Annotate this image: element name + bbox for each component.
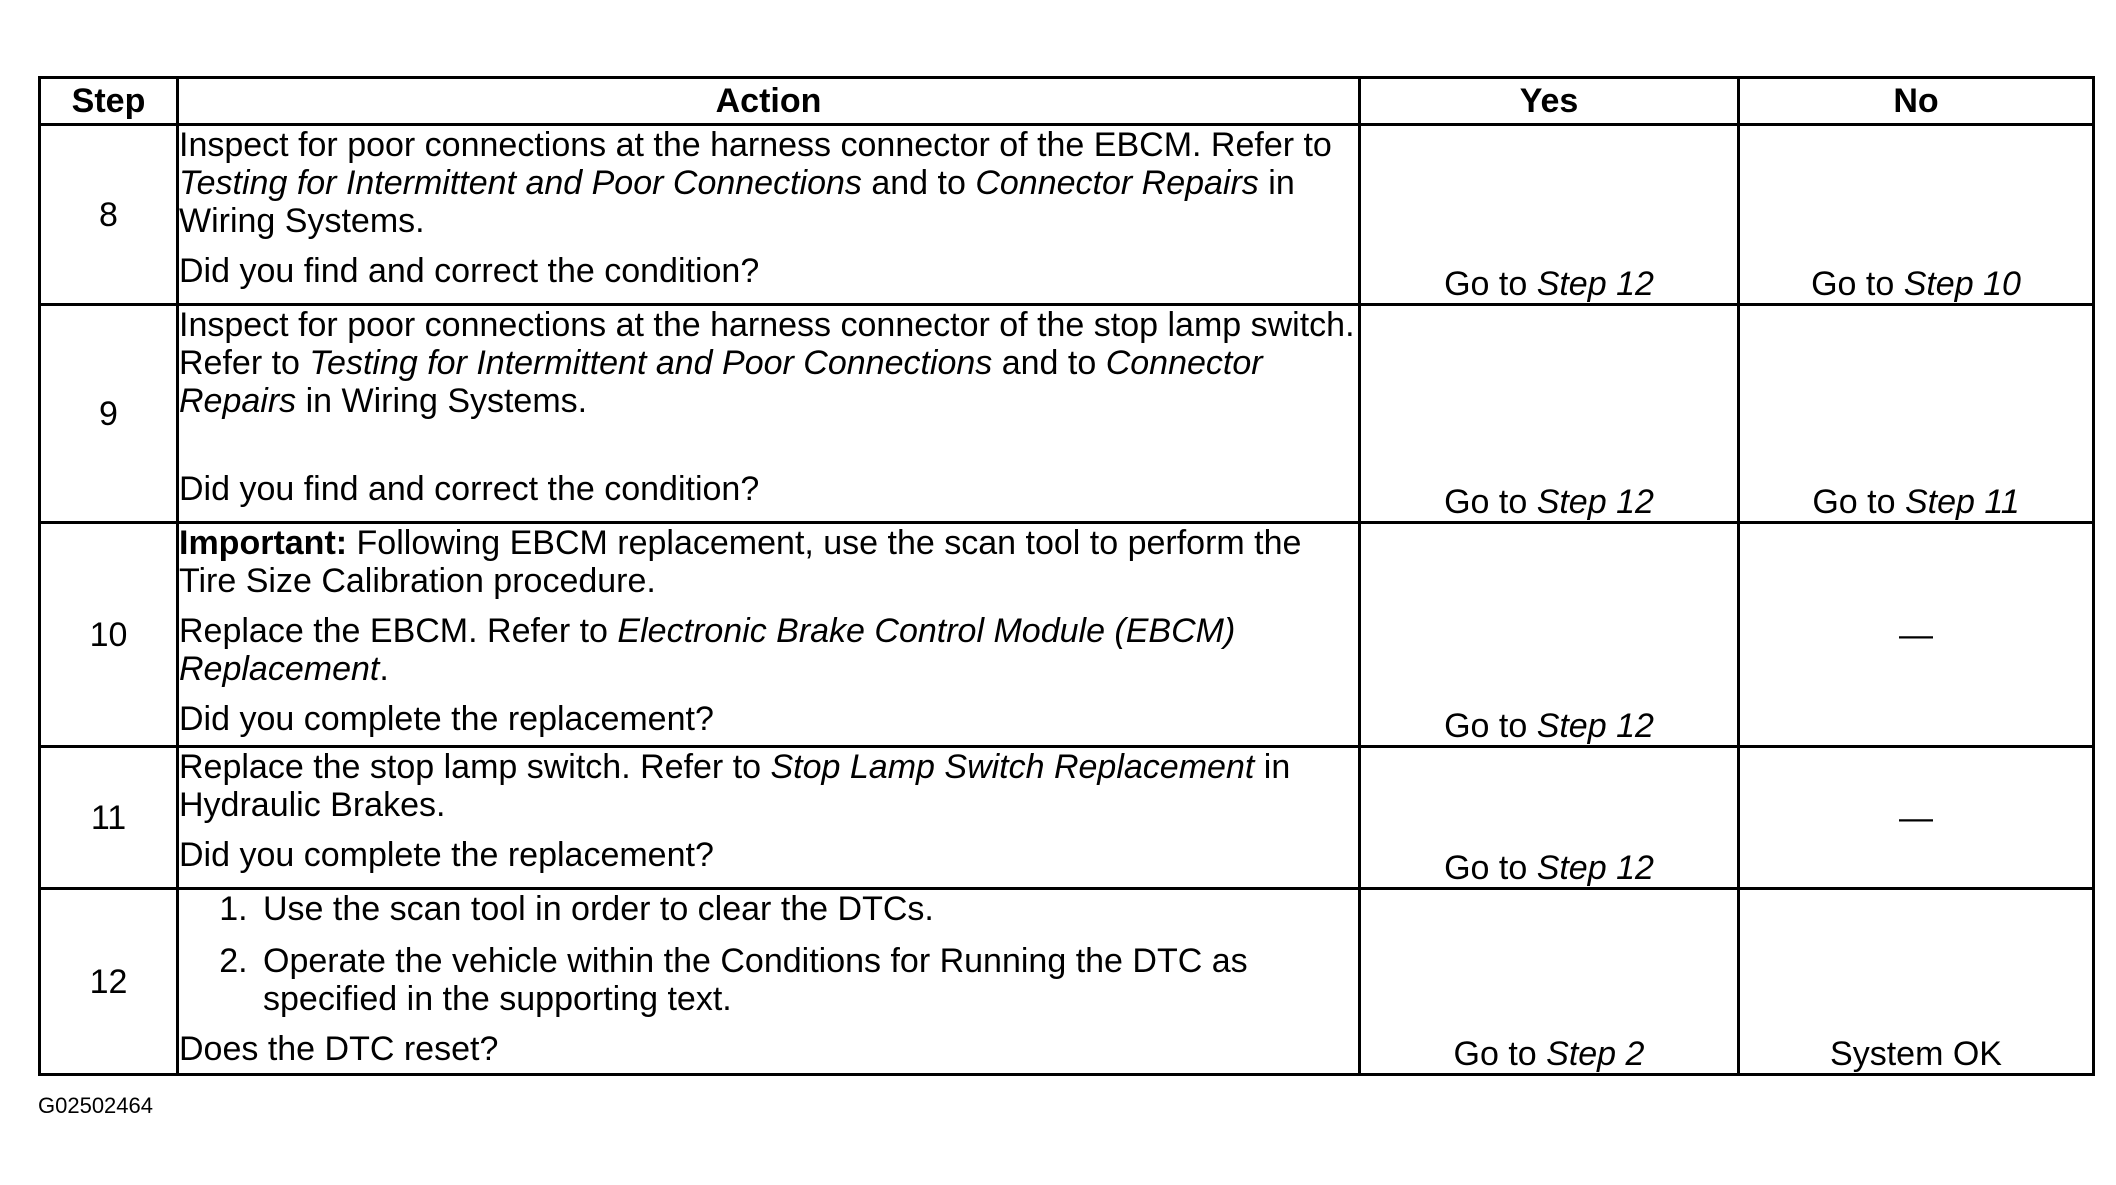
list-item: 1. Use the scan tool in order to clear the DTCs. [257,890,1358,928]
important-note: Important: Following EBCM replacement, use the scan tool to perform the Tire Size Calibration procedure. [179,524,1302,600]
yes-cell: Go to Step 12 [1360,523,1739,747]
step-number: 9 [40,305,178,523]
action-cell [178,889,1360,1075]
header-no: No [1739,78,2094,125]
action-question: Did you complete the replacement? [179,836,714,874]
figure-id: G02502464 [38,1093,153,1118]
step-reference: Step 11 [1904,483,2020,521]
step-reference: Step 12 [1536,483,1654,521]
step-reference: Step 2 [1546,1035,1645,1073]
doc-reference: Connector Repairs [179,344,1263,420]
action-cell [178,523,1360,747]
table-row [40,747,2094,889]
action-question: Did you find and correct the condition? [179,252,760,290]
doc-reference: Stop Lamp Switch Replacement [770,748,1255,786]
step-reference: Step 12 [1536,265,1654,303]
step-reference: Step 12 [1536,849,1654,887]
action-text: Replace the stop lamp switch. Refer to Stop Lamp Switch Replacement in Hydraulic Brakes. [179,748,1291,824]
action-text: Replace the EBCM. Refer to Electronic Brake Control Module (EBCM) Replacement. [179,612,1236,688]
yes-cell: Go to Step 12 [1360,305,1739,523]
no-cell: Go to Step 11 [1739,305,2094,523]
no-cell: — [1739,523,2094,747]
doc-reference: Connector Repairs [975,164,1259,202]
table-row [40,523,2094,747]
no-cell: Go to Step 10 [1739,125,2094,305]
header-action: Action [178,78,1360,125]
doc-reference: Testing for Intermittent and Poor Connections [179,164,862,202]
doc-reference: Electronic Brake Control Module (EBCM) Replacement [179,612,1236,688]
table-row [40,305,2094,523]
action-question: Does the DTC reset? [179,1030,499,1068]
action-cell [178,125,1360,305]
important-label: Important: [179,524,348,562]
list-item: 2. Operate the vehicle within the Conditions for Running the DTC as specified in the supporting text. [257,942,1358,1018]
action-question: Did you find and correct the condition? [179,470,760,508]
action-text: Inspect for poor connections at the harness connector of the EBCM. Refer to Testing for Intermittent and Poor Connections and to Connector Repairs in Wiring Systems. [179,126,1332,240]
step-number: 10 [40,523,178,747]
step-reference: Step 10 [1903,265,2021,303]
no-cell: System OK [1739,889,2094,1075]
action-cell [178,305,1360,523]
step-number: 11 [40,747,178,889]
table-row [40,889,2094,1075]
table-row [40,125,2094,305]
action-text: Inspect for poor connections at the harness connector of the stop lamp switch. Refer to Testing for Intermittent and Poor Connections and to Connector Repairs in Wiring Systems. [179,306,1355,420]
yes-cell: Go to Step 12 [1360,125,1739,305]
numbered-instructions [179,890,1358,1018]
step-reference: Step 12 [1536,707,1654,745]
diagnostic-procedure-table [38,76,2095,1076]
action-cell [178,747,1360,889]
step-number: 12 [40,889,178,1075]
header-row [40,78,2094,125]
header-step: Step [40,78,178,125]
yes-cell: Go to Step 12 [1360,747,1739,889]
yes-cell: Go to Step 2 [1360,889,1739,1075]
doc-reference: Testing for Intermittent and Poor Connections [309,344,993,382]
action-question: Did you complete the replacement? [179,700,714,738]
no-cell: — [1739,747,2094,889]
header-yes: Yes [1360,78,1739,125]
step-number: 8 [40,125,178,305]
